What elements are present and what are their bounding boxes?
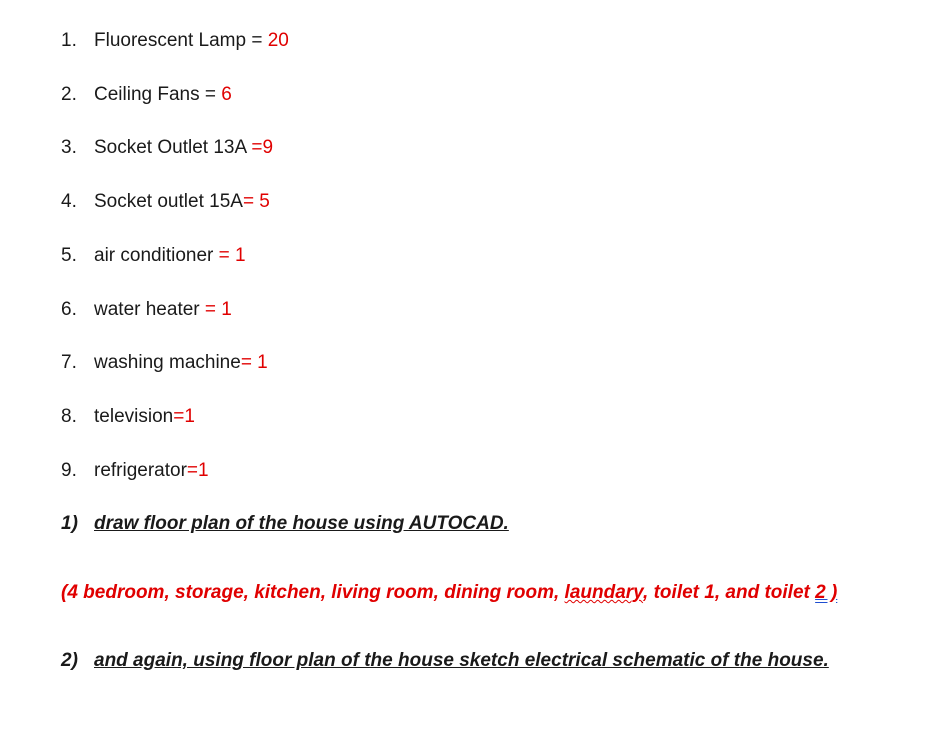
task-number: 2) <box>61 650 78 671</box>
item-number: 2. <box>61 84 77 105</box>
item-label: water heater <box>94 299 205 320</box>
item-label: Socket outlet 15A <box>94 191 243 212</box>
item-label: washing machine <box>94 352 241 373</box>
task-text: and again, using floor plan of the house sketch electrical schematic of the house. <box>94 650 829 671</box>
item-number: 3. <box>61 137 77 158</box>
room-list-last: 2 ) <box>815 582 838 603</box>
item-value: 20 <box>267 30 289 51</box>
item-value: 6 <box>221 84 232 105</box>
item-value: = 1 <box>240 352 268 373</box>
list-item <box>61 405 195 429</box>
list-item <box>61 136 273 160</box>
item-value: = 1 <box>218 245 246 266</box>
item-label: television <box>94 406 174 427</box>
task-number: 1) <box>61 513 78 534</box>
item-value: =9 <box>251 137 274 158</box>
item-label: Socket Outlet 13A <box>94 137 252 158</box>
item-number: 9. <box>61 460 77 481</box>
task-1 <box>61 512 509 536</box>
item-label: Ceiling Fans = <box>94 84 222 105</box>
list-item <box>61 244 246 268</box>
item-label: Fluorescent Lamp = <box>94 30 268 51</box>
item-value: = 1 <box>204 299 232 320</box>
spelling-error-word: laundary <box>564 582 644 603</box>
task-2 <box>61 649 829 673</box>
item-number: 5. <box>61 245 77 266</box>
list-item <box>61 83 232 107</box>
item-value: = 5 <box>242 191 270 212</box>
list-item <box>61 459 209 483</box>
item-number: 4. <box>61 191 77 212</box>
item-number: 1. <box>61 30 77 51</box>
list-item <box>61 298 232 322</box>
item-number: 7. <box>61 352 77 373</box>
item-value: =1 <box>173 406 195 427</box>
item-number: 8. <box>61 406 77 427</box>
room-list <box>61 581 837 605</box>
item-value: =1 <box>186 460 209 481</box>
task-text: draw floor plan of the house using AUTOCAD. <box>94 513 509 534</box>
item-label: air conditioner <box>94 245 219 266</box>
room-list-text: (4 bedroom, storage, kitchen, living room, dining room, <box>61 582 565 603</box>
item-number: 6. <box>61 299 77 320</box>
list-item <box>61 29 289 53</box>
list-item <box>61 351 268 375</box>
room-list-text-2: , toilet 1, and toilet <box>643 582 816 603</box>
item-label: refrigerator <box>94 460 187 481</box>
list-item <box>61 190 270 214</box>
